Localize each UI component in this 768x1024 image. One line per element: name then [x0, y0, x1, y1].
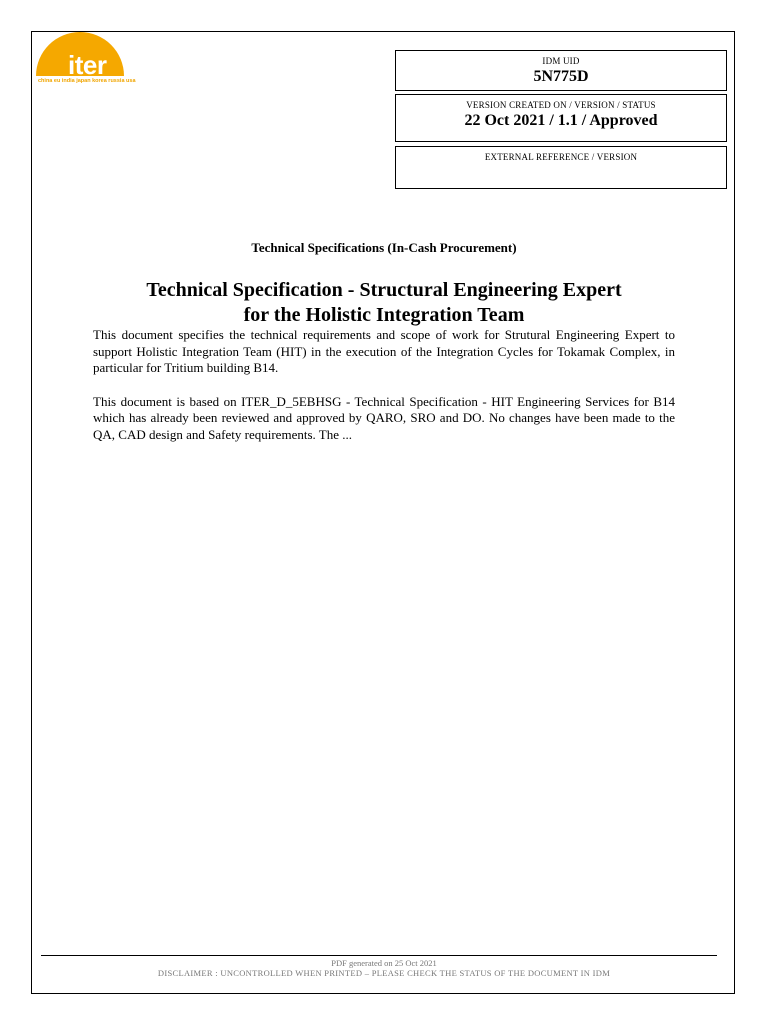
version-value: 22 Oct 2021 / 1.1 / Approved [464, 112, 658, 129]
iter-logo [36, 32, 156, 88]
abstract-paragraph-2: This document is based on ITER_D_5EBHSG - Technical Specification - HIT Engineering Services for B14 which has already been reviewed and approved by QARO, SRO and DO. No changes have been made to the QA, CAD design and Safety requirements. The ... [93, 393, 675, 442]
logo-wordmark: iter [68, 50, 107, 80]
external-reference-label: EXTERNAL REFERENCE / VERSION [484, 152, 638, 162]
footer-divider [41, 955, 717, 956]
abstract-paragraph-1: This document specifies the technical requirements and scope of work for Strutural Engineering Expert to support Holistic Integration Team (HIT) in the execution of the Integration Cycles for Tokamak Complex, in particular for Tritium building B14. [93, 327, 675, 375]
document-abstract [93, 327, 675, 460]
idm-uid-box [395, 50, 727, 91]
version-box [395, 94, 727, 142]
document-type: Technical Specifications (In-Cash Procurement) [251, 240, 517, 255]
document-title [92, 278, 676, 328]
idm-uid-value: 5N775D [533, 68, 589, 85]
logo-tagline: china eu india japan korea russia usa [38, 78, 136, 84]
footer-disclaimer: DISCLAIMER : UNCONTROLLED WHEN PRINTED – PLEASE CHECK THE STATUS OF THE DOCUMENT IN IDM [157, 968, 611, 978]
version-label: VERSION CREATED ON / VERSION / STATUS [466, 100, 656, 110]
idm-uid-label: IDM UID [542, 56, 580, 66]
external-reference-box [395, 146, 727, 189]
document-title-line-2: for the Holistic Integration Team [243, 304, 525, 326]
footer-generated-date: PDF generated on 25 Oct 2021 [331, 958, 437, 968]
document-title-line-1: Technical Specification - Structural Engineering Expert [146, 279, 622, 301]
